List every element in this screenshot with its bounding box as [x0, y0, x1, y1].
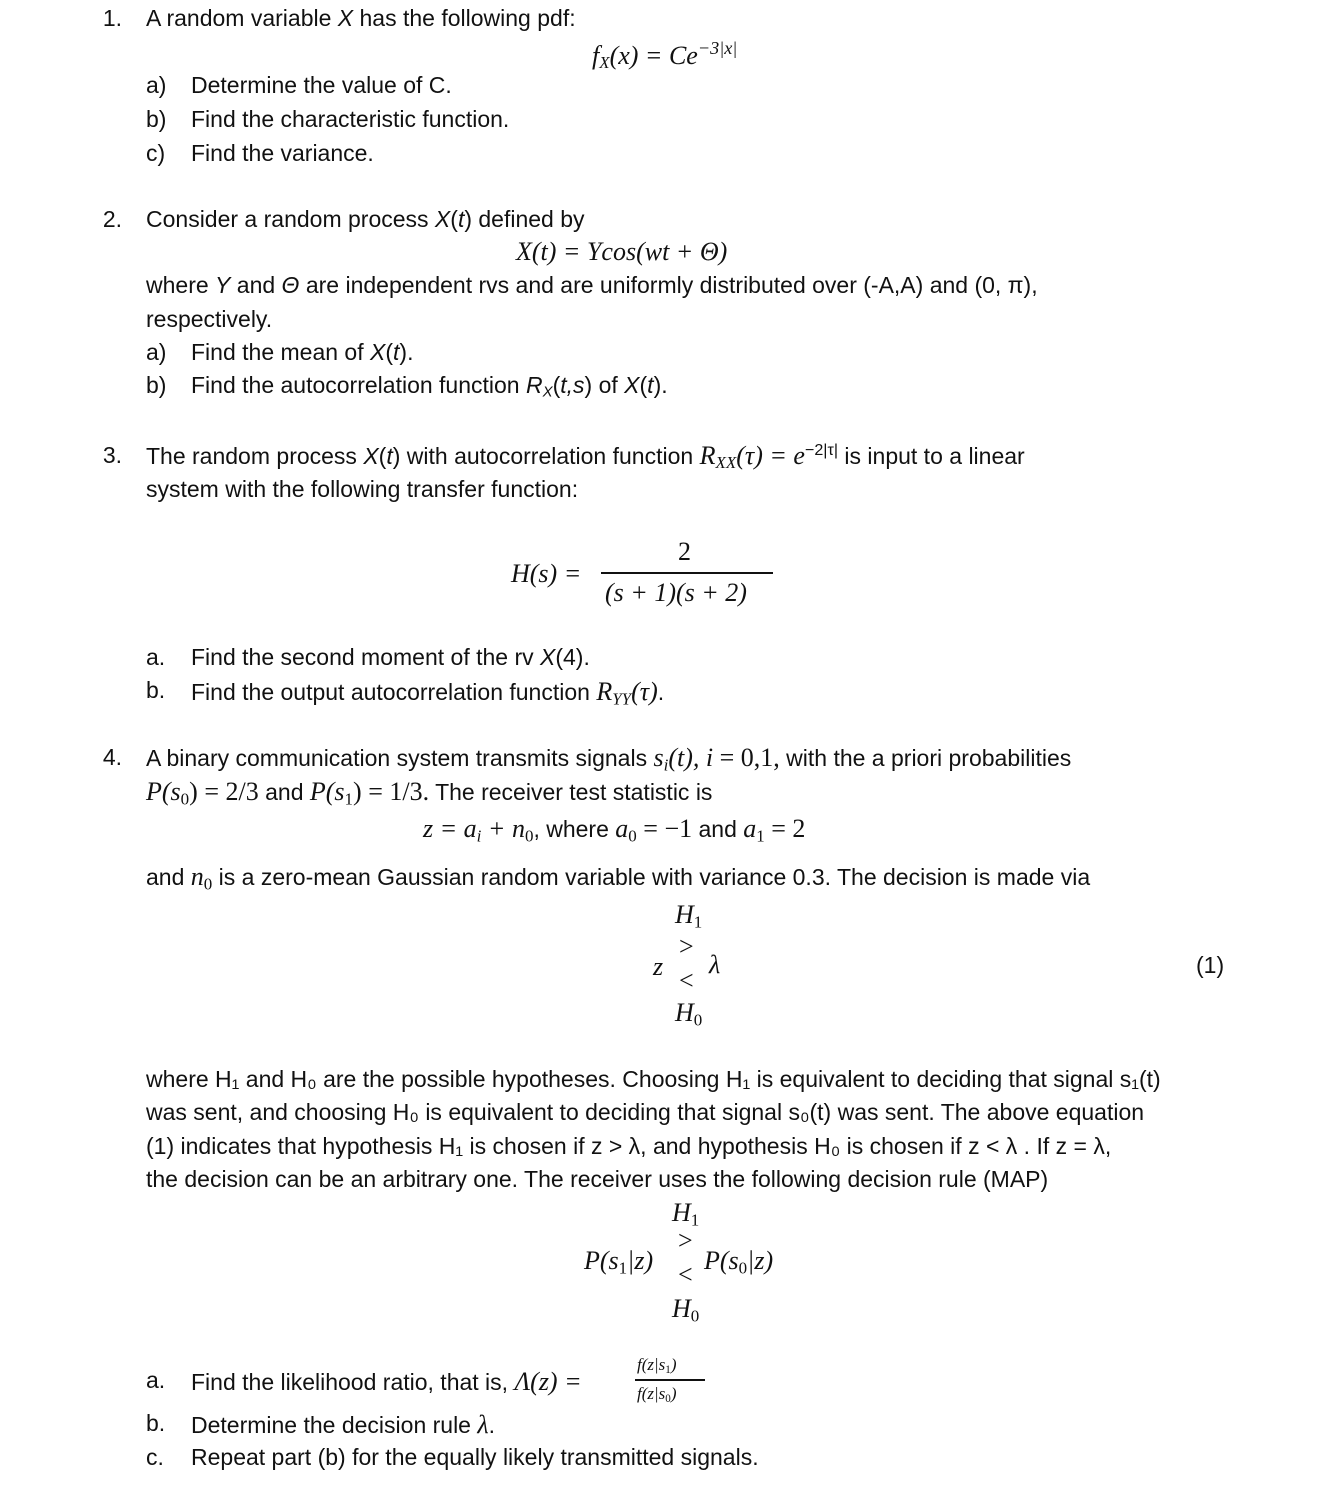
problem-2-where-line: where Y and Θ are independent rvs and are uniformly distributed over (-A,A) and (0, π),	[146, 272, 1038, 298]
problem-1-item-label: c)	[146, 140, 166, 166]
transfer-function-numerator: 2	[678, 537, 691, 566]
problem-3-item-text: Find the output autocorrelation function $R_{YY}(\tau)$.	[191, 677, 665, 709]
transfer-function-fraction-bar	[601, 572, 773, 574]
transfer-function-denominator: (s + 1)(s + 2)	[605, 578, 747, 607]
decision-1-lambda: λ	[709, 950, 721, 979]
problem-4-line-4: and $n_0$ is a zero-mean Gaussian random variable with variance 0.3. The decision is made via	[146, 862, 1091, 894]
problem-4-item-label: a.	[146, 1367, 166, 1393]
test-statistic-equation: $z = a_i + n_0$, where $a_0 = -1$ and $a_1 = 2$	[423, 814, 806, 846]
problem-1-number: 1.	[102, 5, 122, 31]
problem-2-process-equation: X(t) = Ycos(wt + Θ)	[516, 237, 728, 266]
problem-4-paragraph-line: (1) indicates that hypothesis H₁ is chosen if z > λ, and hypothesis H₀ is chosen if z < λ . If z = λ,	[146, 1133, 1112, 1159]
problem-1-item-label: b)	[146, 106, 167, 132]
problem-3-item-text: Find the second moment of the rv X(4).	[191, 644, 590, 670]
problem-2-item-label: b)	[146, 372, 167, 398]
problem-3-item-label: b.	[146, 677, 166, 703]
problem-3-item-label: a.	[146, 644, 166, 670]
problem-3-number: 3.	[102, 442, 122, 468]
problem-3-intro-line: The random process X(t) with autocorrelation function $R_{XX}(\tau) = e^{-2|\tau|}$ is input to a linear	[146, 440, 1025, 473]
problem-4-paragraph-line: was sent, and choosing H₀ is equivalent to deciding that signal s₀(t) was sent. The above equation	[146, 1099, 1145, 1125]
problem-4-item-text: Find the likelihood ratio, that is, Λ(z) =	[191, 1367, 582, 1396]
problem-1-item-label: a)	[146, 72, 167, 98]
problem-4-line-2: $P(s_0) = 2/3$ and $P(s_1) = 1/3$. The receiver test statistic is	[146, 777, 713, 809]
problem-1-item-text: Determine the value of C.	[191, 72, 452, 98]
problem-4-paragraph-line: the decision can be an arbitrary one. The receiver uses the following decision rule (MAP)	[146, 1166, 1049, 1192]
problem-3-intro-continuation: system with the following transfer function:	[146, 476, 579, 502]
problem-2-item-label: a)	[146, 339, 167, 365]
decision-2-greater-than: >	[678, 1226, 693, 1255]
problem-4-number: 4.	[102, 744, 122, 770]
problem-2-number: 2.	[102, 206, 122, 232]
decision-1-greater-than: >	[679, 932, 694, 961]
decision-2-h1: $H_1$	[672, 1198, 700, 1230]
decision-2-less-than: <	[678, 1260, 693, 1289]
problem-4-line-1: A binary communication system transmits signals $s_i(t)$, i = 0,1, with the a priori probabilities	[146, 743, 1072, 775]
problem-4-item-text: Repeat part (b) for the equally likely transmitted signals.	[191, 1444, 759, 1470]
decision-1-h1: $H_1$	[675, 900, 703, 932]
decision-2-lhs: $P(s_1|z)$	[584, 1246, 654, 1278]
equation-number: (1)	[1196, 952, 1225, 978]
transfer-function-lhs: H(s) =	[511, 559, 582, 588]
problem-2-item-text: Find the autocorrelation function $R_X(t,s)$ of X(t).	[191, 372, 668, 401]
problem-2-item-text: Find the mean of X(t).	[191, 339, 414, 365]
decision-1-less-than: <	[679, 966, 694, 995]
likelihood-ratio-denominator: $f(z|s_0)$	[637, 1384, 677, 1405]
problem-4-item-label: b.	[146, 1410, 166, 1436]
problem-4-item-text: Determine the decision rule λ.	[191, 1410, 496, 1439]
decision-1-z: z	[653, 952, 664, 981]
decision-2-rhs: $P(s_0|z)$	[704, 1246, 774, 1278]
problem-4-item-label: c.	[146, 1444, 164, 1470]
problem-1-item-text: Find the characteristic function.	[191, 106, 510, 132]
likelihood-ratio-fraction-bar	[635, 1379, 705, 1381]
decision-1-h0: $H_0$	[675, 998, 703, 1030]
problem-2-intro: Consider a random process X(t) defined by	[146, 206, 585, 232]
problem-2-where-continuation: respectively.	[146, 306, 273, 332]
problem-1-pdf-equation: $f_X(x) = Ce^{-3|x|}$	[592, 38, 738, 73]
likelihood-ratio-numerator: $f(z|s_1)$	[637, 1355, 677, 1376]
problem-1-intro: A random variable X has the following pdf:	[146, 5, 576, 31]
problem-4-paragraph-line: where H₁ and H₀ are the possible hypotheses. Choosing H₁ is equivalent to deciding that signal s₁(t)	[146, 1066, 1161, 1092]
problem-1-item-text: Find the variance.	[191, 140, 374, 166]
decision-2-h0: $H_0$	[672, 1294, 700, 1326]
